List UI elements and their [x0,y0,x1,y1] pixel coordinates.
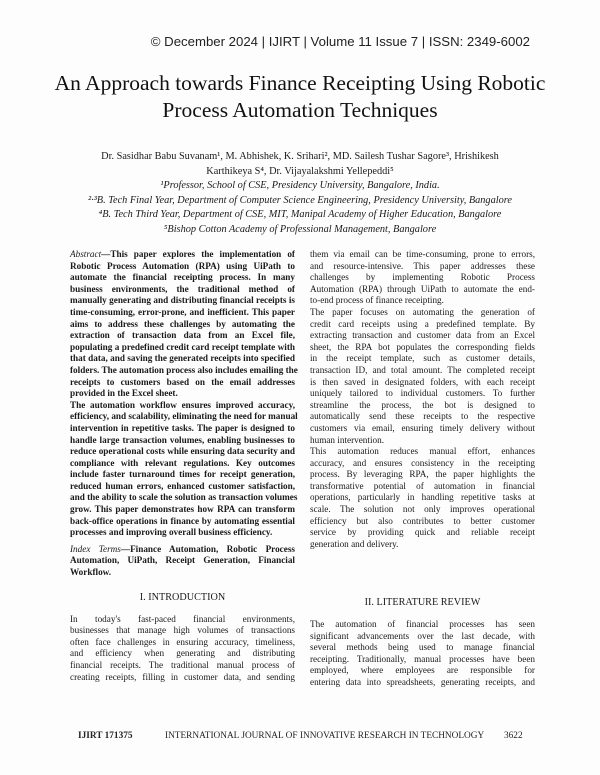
intro-line: process. By leveraging RPA, the paper highlights the [310,469,535,480]
abstract-line: that data, and saving the generated receipts into specified [70,353,295,364]
intro-line: transformative potential of automation in financial [310,480,535,491]
abstract-line: and the ability to scale the solution as transaction volumes [70,492,298,503]
lit-review-line: entering data into spreadsheets, generating receipts, and [310,676,535,687]
intro-line: challenges by implementing Robotic Process [310,272,535,283]
abstract [70,249,298,539]
intro-line: accuracy, and ensures consistency in the receipting [310,457,535,468]
abstract-line: populating a predefined credit card receipt template with [70,341,295,352]
lit-review-line: significant advancements over the last decade, with [310,630,535,641]
abstract-line: back-office operations in finance by automating essential [70,515,295,526]
abstract-line: grow. This paper demonstrates how RPA can transform [70,504,295,515]
paper-title [0,70,600,124]
intro-line: automatically send these receipts to the respective [310,411,535,422]
intro-line: operations, particularly in handling repetitive tasks at [310,492,535,503]
intro-line: scale. The solution not only improves operational [310,504,535,515]
intro-line: The paper focuses on automating the generation of [310,306,535,317]
abstract-line: time-consuming, error-prone, and inefficient. This paper [70,306,295,317]
section-heading-introduction: I. INTRODUCTION [139,591,226,603]
affiliation: ²·³B. Tech Final Year, Department of Computer Science Engineering, Presidency University, Bangalore [88,194,512,206]
intro-line: Automation (RPA) through UiPath to automate the end- [310,283,535,294]
abstract-line: The automation workflow ensures improved accuracy, [70,399,295,410]
lit-review-line: employed, where employees are responsible for [310,665,535,676]
index-terms-line: —Finance Automation, Robotic Process [120,543,295,554]
intro-line: transaction ID, and total amount. The completed receipt [310,364,535,375]
abstract-line: aims to address these challenges by automating the [70,318,295,329]
title-line: An Approach towards Finance Receipting Using Robotic [54,71,546,95]
intro-line: is then saved in designated folders, with each receipt [310,376,535,387]
intro-line: in the receipt template, such as customer details, [310,353,535,364]
intro-continued-p3 [310,446,535,550]
intro-line: customers via email, ensuring timely delivery without [310,422,535,433]
intro-line: This automation reduces manual effort, enhances [310,446,535,457]
title-line: Process Automation Techniques [162,98,438,122]
lit-review-line: several methods being used to manage financial [310,642,535,653]
intro-line: financial receipts. The traditional manual process of [70,660,295,670]
index-terms-line: Workflow. [70,567,112,578]
abstract-line: handle large transaction volumes, enabling businesses to [70,434,295,445]
literature-review [310,597,535,689]
journal-header: © December 2024 | IJIRT | Volume 11 Issue 7 | ISSN: 2349-6002 [150,34,530,49]
intro-line: and efficiency when generating and distributing [70,648,295,659]
intro-continued-p1 [310,249,535,307]
intro-line: sheet, the RPA bot populates the corresponding fields [310,341,535,352]
intro-line: efficiency but also contributes to better customer [310,515,535,526]
abstract-line: automate the financial receipting process. In many [70,272,295,283]
section-heading-literature-review: II. LITERATURE REVIEW [364,597,481,608]
intro-line: them via email can be time-consuming, prone to errors, [310,249,535,259]
intro-line: credit card receipts using a predefined template. By [310,318,535,329]
abstract-line: efficiency, and scalability, eliminating the need for manual [70,411,298,422]
author-block [0,150,600,238]
right-column [310,249,535,550]
abstract-line: business environments, the traditional method of [70,283,295,294]
index-terms-line: Automation, UiPath, Receipt Generation, Financial [70,555,295,566]
abstract-line: intervention in repetitive tasks. The paper is designed to [70,422,295,433]
affiliation: ¹Professor, School of CSE, Presidency University, Bangalore, India. [160,180,440,192]
intro-line: businesses that manage high volumes of transactions [70,625,295,636]
author-line: Karthikeya S⁴, Dr. Vijayalakshmi Yellepeddi⁵ [206,165,394,177]
abstract-line: receipts to customers based on the email addresses [70,376,295,387]
abstract-line: reduce operational costs while ensuring data security and [70,446,295,457]
intro-continued-p2 [310,307,535,446]
affiliation: ⁵Bishop Cotton Academy of Professional Management, Bangalore [163,223,437,235]
intro-line: service by providing quick and reliable receipt [310,527,535,538]
abstract-line: folders. The automation process also includes emailing the [70,364,298,375]
intro-line: uniquely tailored to individual customers. To further [310,388,535,399]
intro-line: human intervention. [310,434,384,445]
index-terms [70,544,295,579]
abstract-line: processes and improving overall business efficiency. [70,527,273,538]
author-line: Dr. Sasidhar Babu Suvanam¹, M. Abhishek, K. Srihari², MD. Sailesh Tushar Sagore³, Hrishikesh [101,151,499,162]
intro-line: generation and delivery. [310,538,399,549]
intro-line: and resource-intensive. This paper addresses these [310,260,535,271]
footer-journal-name: INTERNATIONAL JOURNAL OF INNOVATIVE RESEARCH IN TECHNOLOGY [165,731,485,741]
intro-line: to-end process of finance receipting. [310,295,444,306]
intro-line: In today's fast-paced financial environments, [70,613,295,624]
index-terms-label: Index Terms [70,543,121,554]
intro-line: creating receipts, filling in customer data, and sending [70,671,295,682]
lit-review-line: receipting. Traditionally, manual processes have been [310,653,535,664]
intro-line: extracting transaction and customer data from an Excel [310,330,535,341]
abstract-label: Abstract [70,249,102,259]
abstract-line: manually generating and distributing financial receipts is [70,295,295,306]
abstract-line: extraction of transaction data from an Excel file, [70,330,295,341]
affiliation: ⁴B. Tech Third Year, Department of CSE, MIT, Manipal Academy of Higher Education, Bangalore [98,209,502,221]
footer-paper-id: IJIRT 171375 [78,731,133,741]
intro-line: often face challenges in ensuring accuracy, timeliness, [70,636,295,647]
abstract-line: Robotic Process Automation (RPA) using UiPath to [70,260,295,271]
abstract-line: compliance with relevant regulations. Key outcomes [70,457,295,468]
left-column [70,249,298,683]
intro-line: streamline the process, the bot is designed to [310,399,535,410]
abstract-line: provided in the Excel sheet. [70,388,178,399]
footer-page-number: 3622 [504,731,523,741]
abstract-line: —This paper explores the implementation of [101,249,295,259]
lit-review-line: The automation of financial processes has seen [310,619,535,629]
abstract-line: reduced human errors, enhanced customer satisfaction, [70,480,295,491]
abstract-line: include faster turnaround times for receipt generation, [70,469,295,480]
introduction-text [70,614,295,684]
